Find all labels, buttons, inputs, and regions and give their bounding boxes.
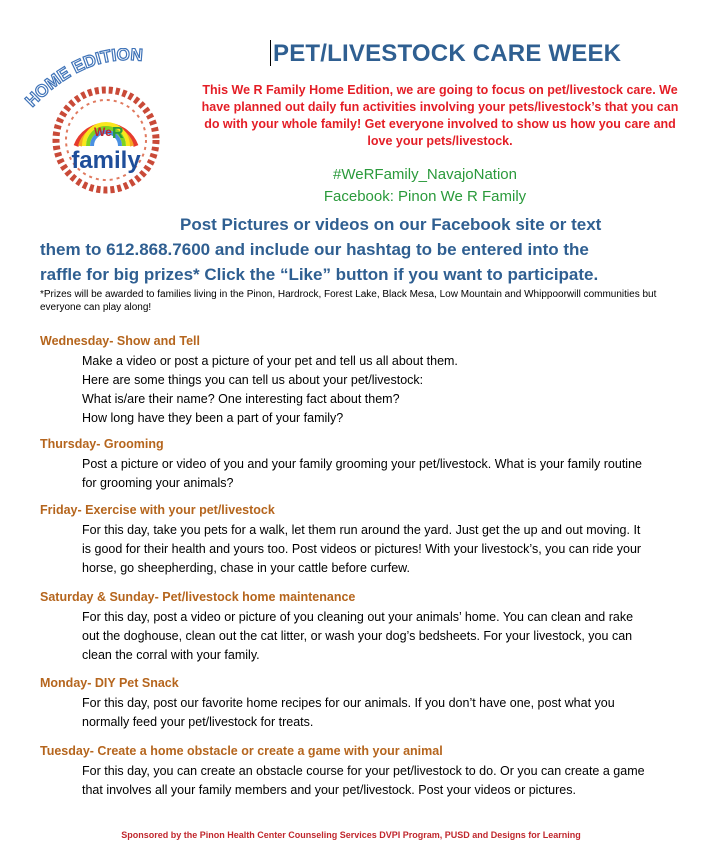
section-heading: Monday- DIY Pet Snack (40, 676, 179, 690)
home-edition-text: HOME EDITION (21, 48, 144, 111)
section-thursday (40, 436, 680, 493)
section-body: For this day, post a video or picture of you cleaning out your animals’ home. You can clean and rake out the doghouse, clean out the cat litter, or wash your dog’s bedsheets. For your livestock, you can clean the corral with your family. (82, 610, 634, 662)
section-body: For this day, post our favorite home recipes for our animals. If you don’t have one, post what you normally feed your pet/livestock for treats. (82, 696, 615, 729)
r-text: R (112, 125, 124, 142)
we-text: We (94, 125, 112, 139)
section-monday (40, 675, 680, 732)
section-wednesday (40, 333, 680, 428)
section-heading: Thursday- Grooming (40, 437, 164, 451)
intro-text: This We R Family Home Edition, we are going to focus on pet/livestock care. We have planned out daily fun activities involving your pets/livestock’s that you can do with your whole family! Get everyone involved to show us how you care and love your pets/livestock. (201, 83, 679, 148)
post-line: raffle for big prizes* Click the “Like” button if you want to participate. (40, 265, 599, 284)
section-heading: Tuesday- Create a home obstacle or create a game with your animal (40, 744, 443, 758)
prize-note: *Prizes will be awarded to families living in the Pinon, Hardrock, Forest Lake, Black Mesa, Low Mountain and Whippoorwill communities but everyone can play along! (40, 289, 657, 313)
post-line: them to 612.868.7600 and include our hashtag to be entered into the (40, 240, 589, 259)
title-text: PET/LIVESTOCK CARE WEEK (273, 40, 622, 67)
hashtag-text: #WeRFamily_NavajoNation (333, 166, 517, 183)
section-heading: Saturday & Sunday- Pet/livestock home maintenance (40, 590, 356, 604)
section-body: Make a video or post a picture of your pet and tell us all about them. Here are some things you can tell us about your pet/livestock: What is/are their name? One interesting fact about them? How long have they been a part of your family? (82, 354, 458, 425)
page-title (270, 40, 650, 68)
post-instructions (40, 212, 680, 287)
family-text: family (71, 147, 141, 174)
section-body: Post a picture or video of you and your family grooming your pet/livestock. What is your family routine for grooming your animals? (82, 457, 642, 490)
section-friday (40, 502, 680, 578)
social-info (245, 164, 605, 208)
section-body: For this day, take you pets for a walk, let them run around the yard. Just get the up and out moving. It is good for their health and yours too. Post videos or pictures! With your livestock’s, you can ride your horse, go sheepherding, chase in your cattle before curfew. (82, 523, 642, 575)
facebook-text: Facebook: Pinon We R Family (323, 188, 527, 205)
section-weekend (40, 589, 680, 665)
we-r-family-logo (14, 48, 184, 198)
section-tuesday (40, 743, 680, 800)
post-line: Post Pictures or videos on our Facebook site or text (180, 215, 602, 234)
section-heading: Friday- Exercise with your pet/livestock (40, 503, 275, 517)
section-heading: Wednesday- Show and Tell (40, 334, 200, 348)
section-body: For this day, you can create an obstacle course for your pet/livestock to do. Or you can create a game that involves all your family members and your pet/livestock. Post your videos or pictures. (82, 764, 645, 797)
family-logo-icon (14, 48, 184, 198)
text-cursor (270, 40, 271, 66)
sponsor-text: Sponsored by the Pinon Health Center Counseling Services DVPI Program, PUSD and Designs for Learning (121, 830, 581, 840)
